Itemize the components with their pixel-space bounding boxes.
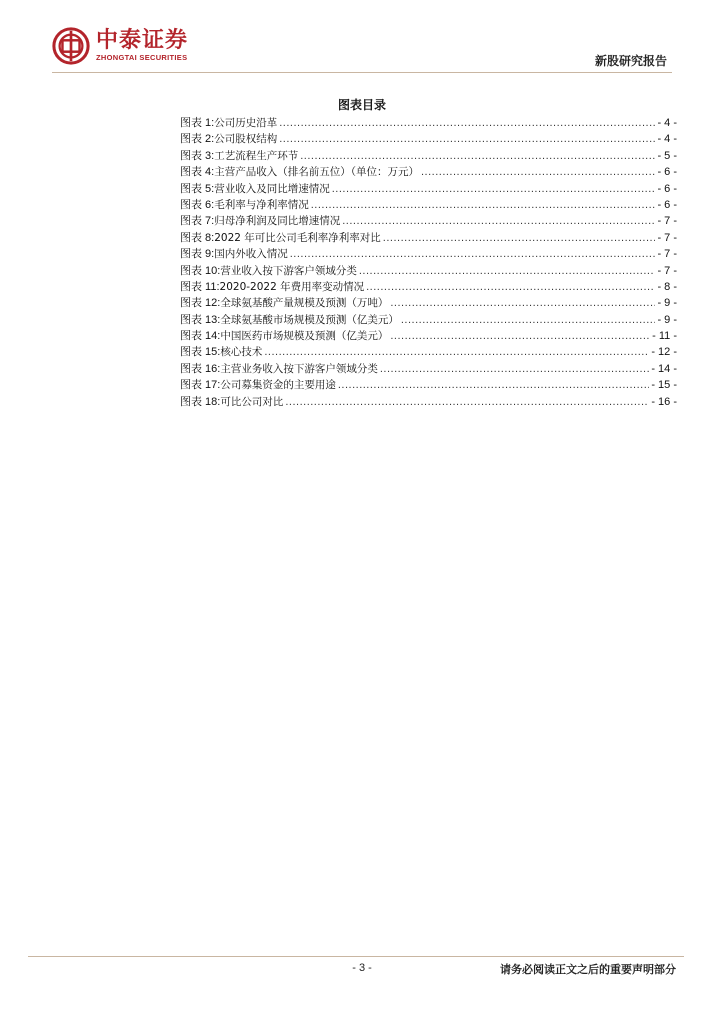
toc-leader-dots [285, 394, 649, 410]
toc-entry-page: - 7 - [657, 215, 677, 228]
toc-entry[interactable] [180, 312, 677, 328]
toc-entry-label: 图表 11: [180, 280, 220, 293]
toc-entry-page: - 6 - [657, 198, 677, 211]
toc-entry-label: 图表 12: [180, 297, 221, 310]
toc-entry-page: - 6 - [657, 182, 677, 195]
toc-entry-title: 公司募集资金的主要用途 [220, 379, 336, 392]
toc-entry-page: - 7 - [657, 231, 677, 244]
toc-leader-dots [290, 246, 656, 262]
toc-entry-title: 中国医药市场规模及预测（亿美元） [220, 330, 389, 343]
toc-entry-label: 图表 3: [180, 149, 215, 162]
toc-entry-page: - 11 - [652, 330, 677, 343]
logo-english-name: ZHONGTAI SECURITIES [96, 53, 188, 62]
toc-entry-title: 营业收入按下游客户领域分类 [220, 264, 357, 277]
toc-entry-page: - 4 - [657, 117, 677, 129]
toc-entry-page: - 12 - [651, 346, 677, 359]
toc-entry[interactable] [180, 344, 677, 360]
toc-entry[interactable] [180, 213, 677, 229]
toc-entry-label: 图表 15: [180, 346, 221, 359]
logo-chinese-name: 中泰证券 [96, 28, 189, 53]
toc-entry-title: 归母净利润及同比增速情况 [214, 215, 341, 228]
toc-entry[interactable] [180, 377, 677, 393]
toc-entry[interactable] [180, 148, 677, 164]
toc-entry-label: 图表 2: [180, 133, 215, 146]
footer-disclaimer: 请务必阅读正文之后的重要声明部分 [500, 963, 676, 976]
toc-entry-title: 2022 年可比公司毛利率净利率对比 [214, 231, 381, 244]
toc-leader-dots [421, 164, 655, 180]
toc-entry[interactable] [180, 230, 677, 246]
toc-entry[interactable] [180, 115, 677, 131]
zhongtai-logo-icon [52, 27, 90, 65]
toc-entry-page: - 9 - [657, 313, 677, 326]
toc-leader-dots [279, 131, 655, 147]
toc-entry-label: 图表 18: [180, 395, 221, 408]
toc-entry-page: - 6 - [657, 166, 677, 179]
toc-entry-label: 图表 13: [180, 313, 221, 326]
toc-entry-label: 图表 17: [180, 379, 221, 392]
toc-entry-label: 图表 9: [180, 248, 215, 261]
toc-entry-label: 图表 10: [180, 264, 221, 277]
company-logo [52, 27, 188, 65]
toc-leader-dots [366, 279, 655, 295]
toc-entry-label: 图表 7: [180, 215, 215, 228]
toc-leader-dots [380, 361, 649, 377]
page-number: - 3 - [352, 962, 372, 974]
toc-entry-title: 2020-2022 年费用率变动情况 [219, 280, 365, 293]
toc-leader-dots [332, 181, 656, 197]
table-of-figures [180, 115, 677, 410]
toc-leader-dots [279, 115, 655, 131]
toc-leader-dots [383, 230, 656, 246]
toc-entry-label: 图表 16: [180, 362, 221, 375]
toc-entry-title: 核心技术 [220, 346, 263, 359]
toc-entry-label: 图表 6: [180, 198, 215, 211]
toc-entry-title: 营业收入及同比增速情况 [214, 182, 330, 195]
toc-entry[interactable] [180, 279, 677, 295]
toc-entry-label: 图表 8: [180, 231, 215, 244]
toc-entry-page: - 7 - [657, 248, 677, 261]
toc-entry-label: 图表 4: [180, 166, 215, 179]
toc-entry-page: - 9 - [657, 297, 677, 310]
header-divider [52, 72, 672, 73]
toc-leader-dots [311, 197, 656, 213]
toc-entry[interactable] [180, 246, 677, 262]
toc-entry[interactable] [180, 263, 677, 279]
toc-leader-dots [338, 377, 649, 393]
toc-entry-title: 毛利率与净利率情况 [214, 198, 309, 211]
toc-leader-dots [359, 263, 656, 279]
toc-entry-label: 图表 14: [180, 330, 221, 343]
toc-entry-title: 主营业务收入按下游客户领域分类 [220, 362, 378, 375]
toc-entry-page: - 5 - [657, 149, 677, 162]
toc-leader-dots [401, 312, 656, 328]
toc-leader-dots [300, 148, 655, 164]
toc-entry-page: - 8 - [657, 280, 677, 293]
toc-title: 图表目录 [337, 98, 386, 112]
toc-entry[interactable] [180, 131, 677, 147]
toc-entry[interactable] [180, 394, 677, 410]
toc-entry[interactable] [180, 164, 677, 180]
toc-entry-title: 工艺流程生产环节 [214, 149, 299, 162]
toc-entry-page: - 16 - [651, 395, 677, 408]
footer-divider [28, 956, 684, 957]
toc-entry[interactable] [180, 361, 677, 377]
toc-entry-title: 公司历史沿革 [214, 117, 278, 129]
toc-entry[interactable] [180, 197, 677, 213]
toc-entry[interactable] [180, 181, 677, 197]
toc-entry-page: - 15 - [651, 379, 677, 392]
toc-entry-title: 公司股权结构 [214, 133, 278, 146]
toc-entry-label: 图表 1: [180, 117, 215, 129]
toc-entry-title: 主营产品收入（排名前五位）（单位：万元） [214, 166, 419, 179]
toc-leader-dots [390, 295, 655, 311]
toc-leader-dots [342, 213, 655, 229]
toc-entry-page: - 14 - [651, 362, 677, 375]
toc-entry-title: 国内外收入情况 [214, 248, 288, 261]
toc-entry-title: 可比公司对比 [220, 395, 284, 408]
toc-entry-title: 全球氨基酸产量规模及预测（万吨） [220, 297, 389, 310]
report-type: 新股研究报告 [594, 54, 667, 68]
toc-leader-dots [390, 328, 650, 344]
toc-entry-page: - 7 - [657, 264, 677, 277]
toc-leader-dots [264, 344, 649, 360]
toc-entry-title: 全球氨基酸市场规模及预测（亿美元） [220, 313, 399, 326]
toc-entry[interactable] [180, 295, 677, 311]
toc-entry[interactable] [180, 328, 677, 344]
toc-entry-page: - 4 - [657, 133, 677, 146]
toc-entry-label: 图表 5: [180, 182, 215, 195]
